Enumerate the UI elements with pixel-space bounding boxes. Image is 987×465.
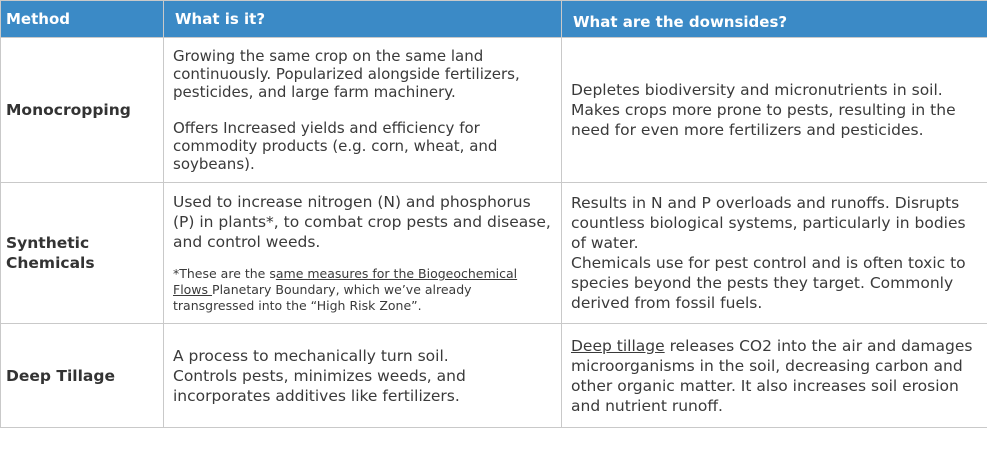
method-label-line: Chemicals [6,254,95,272]
downsides-paragraph: Results in N and P overloads and runoffs. Disrupts countless biological systems, particularly in bodies of water. [571,194,966,252]
what-paragraph: Used to increase nitrogen (N) and phosphorus (P) in plants*, to combat crop pests and disease, and control weeds. [173,193,551,251]
deep-tillage-link[interactable]: Deep tillage [571,336,665,355]
biogeochemical-flows-link[interactable]: ame measures for the Biogeochemical Flows [173,266,518,297]
downsides-cell [562,324,987,428]
header-row [1,1,987,38]
downsides-paragraph [571,336,981,416]
method-cell [1,38,164,183]
table-row [1,183,987,324]
what-cell [164,324,562,428]
method-label: Monocropping [6,101,131,119]
footnote [173,266,555,314]
method-label: Deep Tillage [6,366,115,385]
what-paragraph: Controls pests, minimizes weeds, and incorporates additives like fertilizers. [173,366,466,405]
footnote-suffix: Planetary Boundary, which we’ve already transgressed into the “High Risk Zone”. [173,282,472,313]
what-paragraph: A process to mechanically turn soil. [173,346,449,365]
what-cell [164,183,562,324]
header-method: Method [1,1,164,38]
downsides-paragraph: Chemicals use for pest control and is often toxic to species beyond the pests they target. Commonly derived from fossil fuels. [571,254,966,312]
downsides-cell [562,38,987,183]
footnote-prefix: *These are the s [173,266,276,281]
header-what-is-it: What is it? [164,1,562,38]
downsides-text: releases CO2 into the air and damages microorganisms in the soil, decreasing carbon and other organic matter. It also increases soil erosion and nutrient runoff. [571,336,973,415]
what-paragraph: Offers Increased yields and efficiency for commodity products (e.g. corn, wheat, and soybeans). [173,119,498,173]
method-cell [1,324,164,428]
method-cell [1,183,164,324]
downsides-paragraph: Depletes biodiversity and micronutrients in soil. Makes crops more prone to pests, resulting in the need for even more fertilizers and pesticides. [571,81,956,139]
what-paragraph: Growing the same crop on the same land continuously. Popularized alongside fertilizers, pesticides, and large farm machinery. [173,47,520,101]
table-row [1,324,987,428]
downsides-cell [562,183,987,324]
header-downsides: What are the downsides? [562,1,987,38]
table-row [1,38,987,183]
method-label-line: Synthetic [6,234,90,252]
what-cell [164,38,562,183]
